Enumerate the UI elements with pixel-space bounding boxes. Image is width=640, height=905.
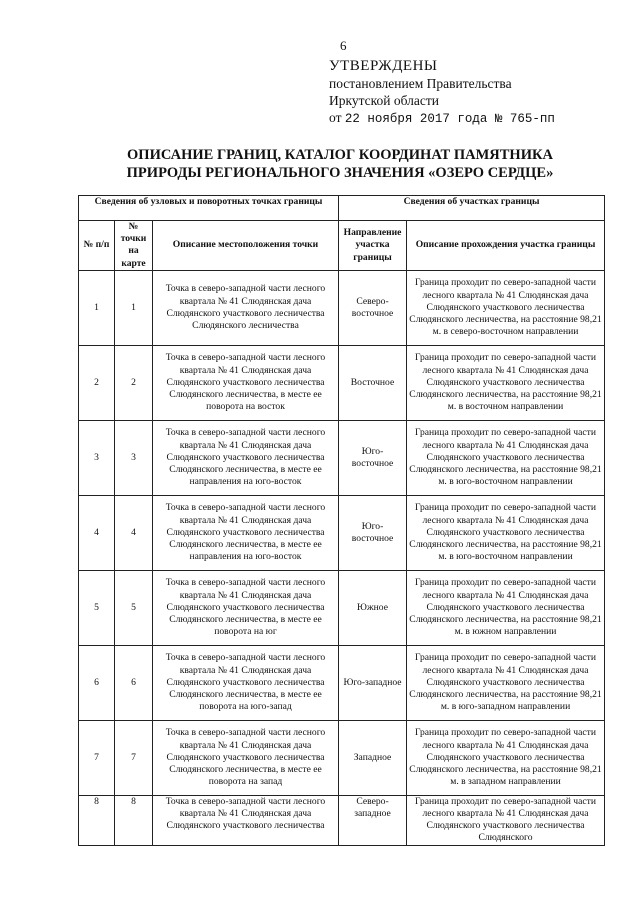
row-point: 1 bbox=[115, 270, 153, 345]
row-passage: Граница проходит по северо-западной части лесного квартала № 41 Слюдянская дача Слюдянского участкового лесничества Слюдянского лесничества, на расстояние 98,21 м. в западном направлении bbox=[407, 720, 605, 795]
row-direction: Юго-западное bbox=[339, 645, 407, 720]
table-row bbox=[79, 720, 605, 795]
row-location: Точка в северо-западной части лесного квартала № 41 Слюдянская дача Слюдянского участкового лесничества bbox=[153, 795, 339, 845]
row-num: 1 bbox=[79, 270, 115, 345]
group-header-points: Сведения об узловых и поворотных точках границы bbox=[79, 196, 339, 221]
row-passage: Граница проходит по северо-западной части лесного квартала № 41 Слюдянская дача Слюдянского участкового лесничества Слюдянского лесничества, на расстояние 98,21 м. в восточном направлении bbox=[407, 345, 605, 420]
row-passage: Граница проходит по северо-западной части лесного квартала № 41 Слюдянская дача Слюдянского участкового лесничества Слюдянского bbox=[407, 795, 605, 845]
row-passage: Граница проходит по северо-западной части лесного квартала № 41 Слюдянская дача Слюдянского участкового лесничества Слюдянского лесничества, на расстояние 98,21 м. в юго-западном направлении bbox=[407, 645, 605, 720]
row-passage: Граница проходит по северо-западной части лесного квартала № 41 Слюдянская дача Слюдянского участкового лесничества Слюдянского лесничества, на расстояние 98,21 м. в юго-восточном направлении bbox=[407, 495, 605, 570]
row-num: 6 bbox=[79, 645, 115, 720]
title-line-2: ПРИРОДЫ РЕГИОНАЛЬНОГО ЗНАЧЕНИЯ «ОЗЕРО СЕРДЦЕ» bbox=[126, 165, 554, 181]
row-direction: Восточное bbox=[339, 345, 407, 420]
approval-heading: УТВЕРЖДЕНЫ bbox=[329, 58, 438, 74]
row-point: 5 bbox=[115, 570, 153, 645]
row-location: Точка в северо-западной части лесного квартала № 41 Слюдянская дача Слюдянского участкового лесничества Слюдянского лесничества, в месте ее поворота на юго-запад bbox=[153, 645, 339, 720]
row-direction: Западное bbox=[339, 720, 407, 795]
approval-block bbox=[329, 58, 555, 128]
group-header-segments: Сведения об участках границы bbox=[339, 196, 605, 221]
row-passage: Граница проходит по северо-западной части лесного квартала № 41 Слюдянская дача Слюдянского участкового лесничества Слюдянского лесничества, на расстояние 98,21 м. в южном направлении bbox=[407, 570, 605, 645]
table-row bbox=[79, 270, 605, 345]
row-num: 3 bbox=[79, 420, 115, 495]
row-passage: Граница проходит по северо-западной части лесного квартала № 41 Слюдянская дача Слюдянского участкового лесничества Слюдянского лесничества, на расстояние 98,21 м. в северо-восточном направлении bbox=[407, 270, 605, 345]
column-header-location: Описание местоположения точки bbox=[153, 221, 339, 271]
column-header-direction: Направление участка границы bbox=[339, 221, 407, 271]
row-num: 8 bbox=[79, 795, 115, 845]
column-header-passage: Описание прохождения участка границы bbox=[407, 221, 605, 271]
row-num: 4 bbox=[79, 495, 115, 570]
column-header-point-num: № точки на карте bbox=[115, 221, 153, 271]
row-num: 7 bbox=[79, 720, 115, 795]
row-direction: Северо-восточное bbox=[339, 270, 407, 345]
row-point: 6 bbox=[115, 645, 153, 720]
row-location: Точка в северо-западной части лесного квартала № 41 Слюдянская дача Слюдянского участкового лесничества Слюдянского лесничества bbox=[153, 270, 339, 345]
row-location: Точка в северо-западной части лесного квартала № 41 Слюдянская дача Слюдянского участкового лесничества Слюдянского лесничества, в месте ее направления на юго-восток bbox=[153, 420, 339, 495]
table-row bbox=[79, 420, 605, 495]
page-number: 6 bbox=[340, 38, 347, 53]
row-point: 2 bbox=[115, 345, 153, 420]
row-point: 4 bbox=[115, 495, 153, 570]
row-location: Точка в северо-западной части лесного квартала № 41 Слюдянская дача Слюдянского участкового лесничества Слюдянского лесничества, в месте ее поворота на запад bbox=[153, 720, 339, 795]
row-point: 7 bbox=[115, 720, 153, 795]
row-num: 5 bbox=[79, 570, 115, 645]
row-direction: Северо-западное bbox=[339, 795, 407, 845]
row-direction: Юго-восточное bbox=[339, 495, 407, 570]
row-passage: Граница проходит по северо-западной части лесного квартала № 41 Слюдянская дача Слюдянского участкового лесничества Слюдянского лесничества, на расстояние 98,21 м. в юго-восточном направлении bbox=[407, 420, 605, 495]
date-prefix: от bbox=[329, 110, 342, 125]
table-row bbox=[79, 570, 605, 645]
row-num: 2 bbox=[79, 345, 115, 420]
row-direction: Южное bbox=[339, 570, 407, 645]
table-row bbox=[79, 795, 605, 845]
table-row bbox=[79, 345, 605, 420]
row-location: Точка в северо-западной части лесного квартала № 41 Слюдянская дача Слюдянского участкового лесничества Слюдянского лесничества, в месте ее поворота на юг bbox=[153, 570, 339, 645]
approval-line-3: Иркутской области bbox=[329, 93, 440, 108]
row-location: Точка в северо-западной части лесного квартала № 41 Слюдянская дача Слюдянского участкового лесничества Слюдянского лесничества, в месте ее поворота на восток bbox=[153, 345, 339, 420]
column-header-row bbox=[79, 221, 605, 271]
title-line-1: ОПИСАНИЕ ГРАНИЦ, КАТАЛОГ КООРДИНАТ ПАМЯТНИКА bbox=[127, 147, 553, 163]
row-point: 8 bbox=[115, 795, 153, 845]
handwritten-date: 22 ноября 2017 года № 765-пп bbox=[344, 112, 555, 126]
coordinates-table bbox=[78, 195, 605, 846]
document-title bbox=[90, 146, 590, 182]
column-header-num: № п/п bbox=[79, 221, 115, 271]
row-direction: Юго-восточное bbox=[339, 420, 407, 495]
table-row bbox=[79, 495, 605, 570]
group-header-row bbox=[79, 196, 605, 221]
approval-date-line bbox=[329, 109, 555, 128]
table-row bbox=[79, 645, 605, 720]
row-point: 3 bbox=[115, 420, 153, 495]
row-location: Точка в северо-западной части лесного квартала № 41 Слюдянская дача Слюдянского участкового лесничества Слюдянского лесничества, в месте ее направления на юго-восток bbox=[153, 495, 339, 570]
approval-line-2: постановлением Правительства bbox=[329, 76, 512, 91]
